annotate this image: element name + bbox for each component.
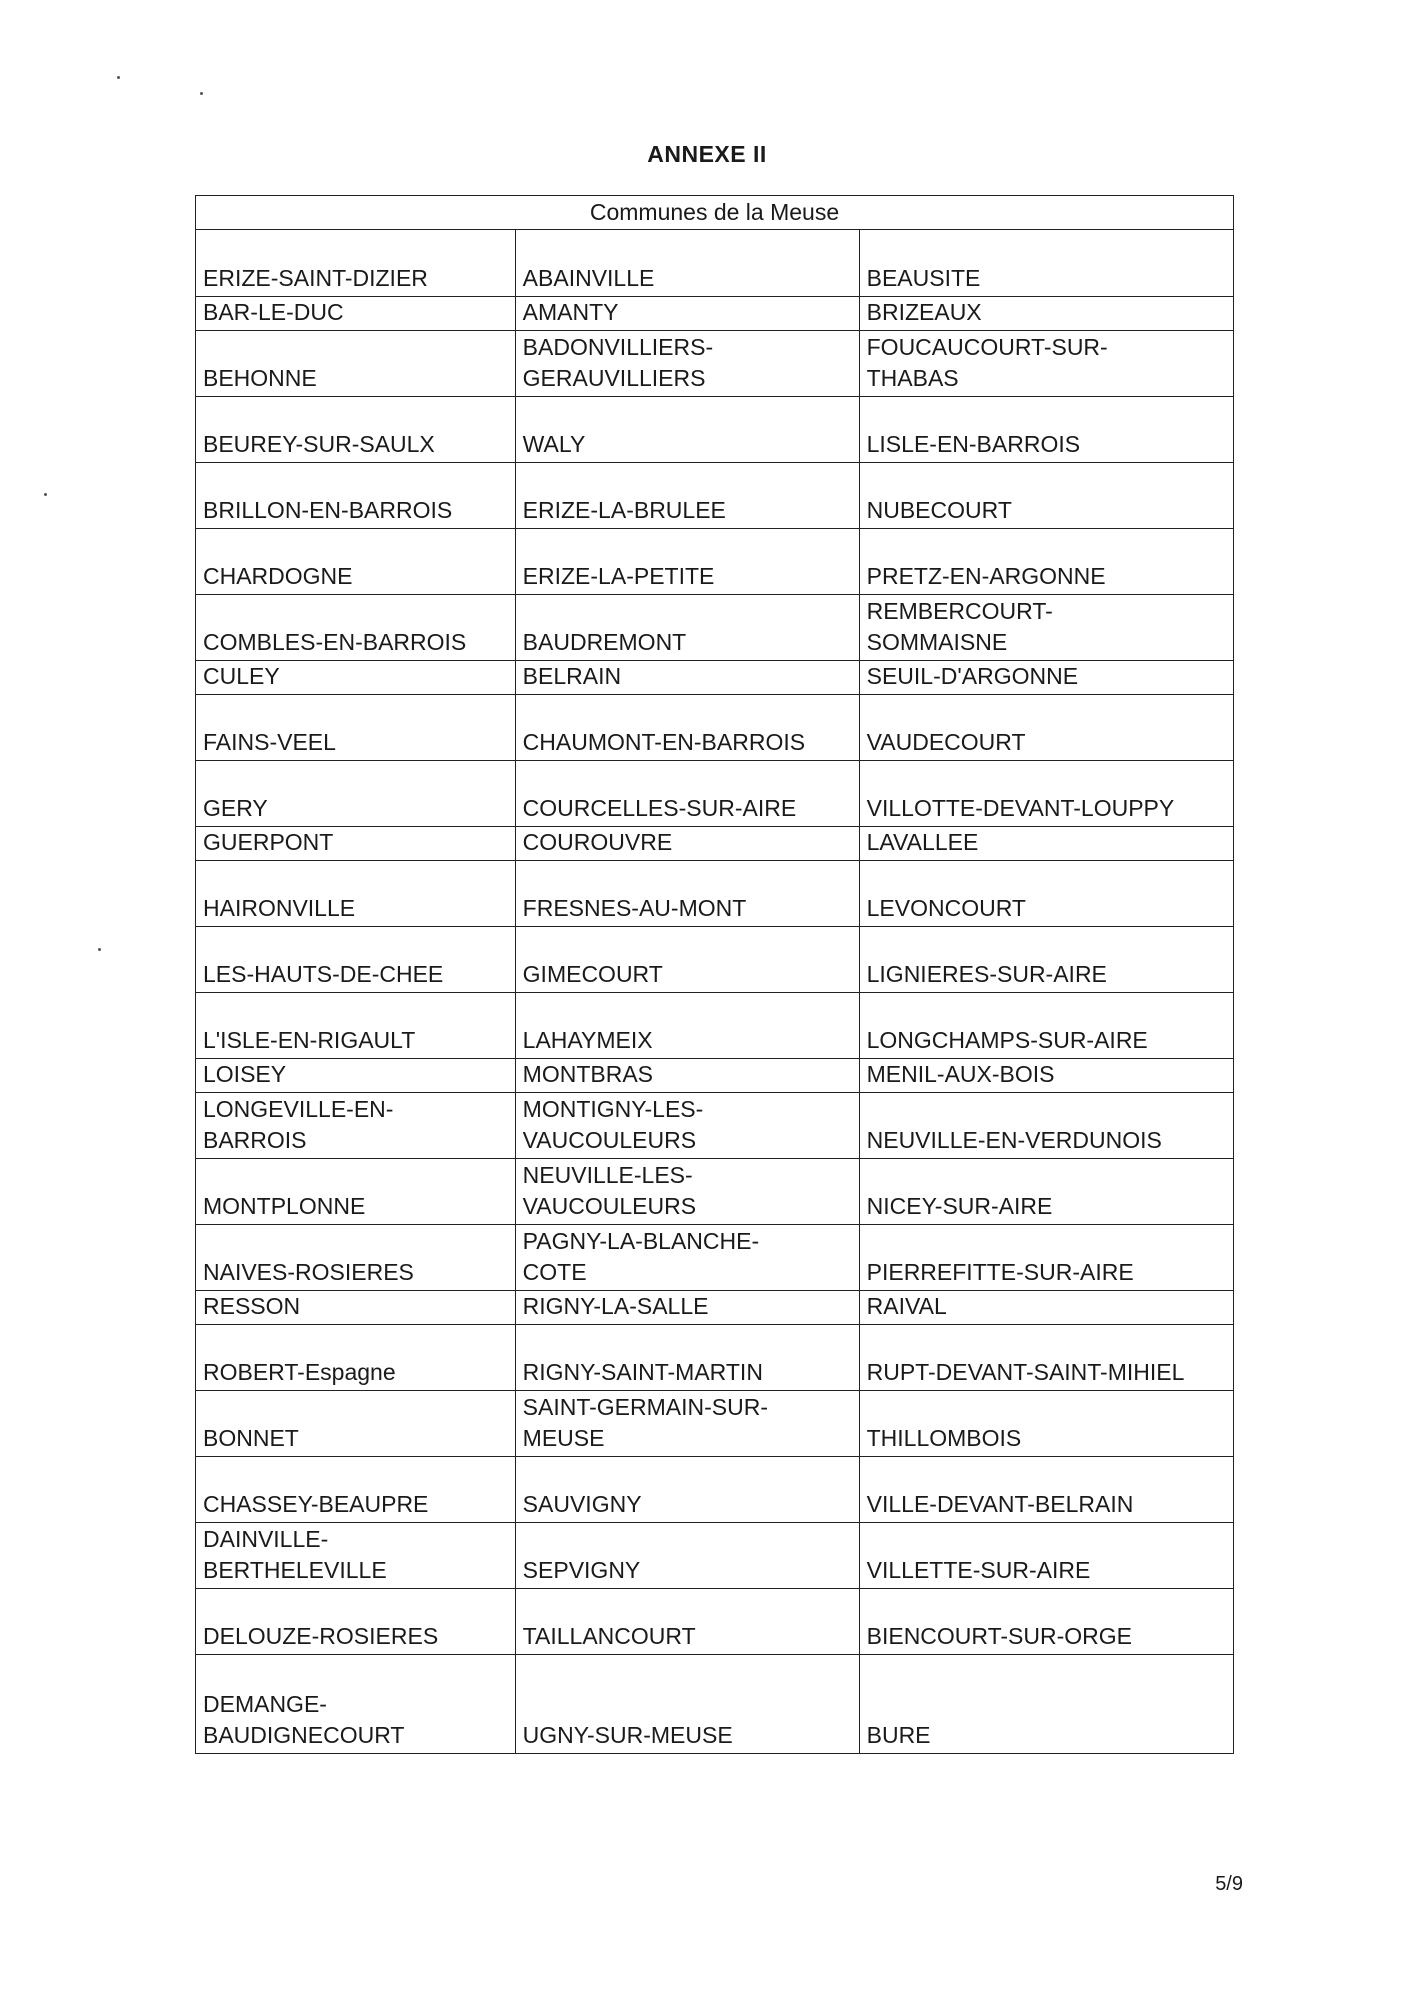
scan-speck bbox=[98, 948, 101, 951]
commune-cell: BIENCOURT-SUR-ORGE bbox=[859, 1589, 1233, 1655]
table-row bbox=[196, 761, 1234, 827]
commune-cell: LISLE-EN-BARROIS bbox=[859, 397, 1233, 463]
commune-cell: MENIL-AUX-BOIS bbox=[859, 1059, 1233, 1093]
table-row bbox=[196, 1655, 1234, 1754]
scan-speck bbox=[44, 493, 47, 496]
table-row bbox=[196, 463, 1234, 529]
commune-cell: ABAINVILLE bbox=[515, 230, 859, 297]
commune-cell: ERIZE-SAINT-DIZIER bbox=[196, 230, 516, 297]
commune-cell: FAINS-VEEL bbox=[196, 695, 516, 761]
communes-table-body bbox=[196, 230, 1234, 1754]
commune-cell: LES-HAUTS-DE-CHEE bbox=[196, 927, 516, 993]
commune-cell: MONTPLONNE bbox=[196, 1159, 516, 1225]
commune-cell: GUERPONT bbox=[196, 827, 516, 861]
commune-cell: PIERREFITTE-SUR-AIRE bbox=[859, 1225, 1233, 1291]
commune-cell: SEUIL-D'ARGONNE bbox=[859, 661, 1233, 695]
commune-cell: RIGNY-LA-SALLE bbox=[515, 1291, 859, 1325]
table-row bbox=[196, 1457, 1234, 1523]
commune-cell: COUROUVRE bbox=[515, 827, 859, 861]
commune-cell: CHARDOGNE bbox=[196, 529, 516, 595]
table-row bbox=[196, 993, 1234, 1059]
table-row bbox=[196, 1325, 1234, 1391]
commune-cell: BRILLON-EN-BARROIS bbox=[196, 463, 516, 529]
commune-cell: NEUVILLE-EN-VERDUNOIS bbox=[859, 1093, 1233, 1159]
table-row bbox=[196, 1523, 1234, 1589]
commune-cell: BADONVILLIERS- GERAUVILLIERS bbox=[515, 331, 859, 397]
table-row bbox=[196, 529, 1234, 595]
table-row bbox=[196, 927, 1234, 993]
commune-cell: LEVONCOURT bbox=[859, 861, 1233, 927]
table-title: Communes de la Meuse bbox=[196, 196, 1234, 230]
commune-cell: MONTBRAS bbox=[515, 1059, 859, 1093]
commune-cell: VAUDECOURT bbox=[859, 695, 1233, 761]
commune-cell: NAIVES-ROSIERES bbox=[196, 1225, 516, 1291]
commune-cell: ROBERT-Espagne bbox=[196, 1325, 516, 1391]
commune-cell: SEPVIGNY bbox=[515, 1523, 859, 1589]
commune-cell: PRETZ-EN-ARGONNE bbox=[859, 529, 1233, 595]
commune-cell: LONGEVILLE-EN- BARROIS bbox=[196, 1093, 516, 1159]
table-row bbox=[196, 1059, 1234, 1093]
commune-cell: AMANTY bbox=[515, 297, 859, 331]
table-row bbox=[196, 1225, 1234, 1291]
commune-cell: LOISEY bbox=[196, 1059, 516, 1093]
table-row bbox=[196, 1589, 1234, 1655]
commune-cell: CULEY bbox=[196, 661, 516, 695]
scan-speck bbox=[117, 76, 120, 79]
page-number: 5/9 bbox=[1215, 1873, 1243, 1895]
commune-cell: VILLOTTE-DEVANT-LOUPPY bbox=[859, 761, 1233, 827]
table-row bbox=[196, 1391, 1234, 1457]
table-row bbox=[196, 397, 1234, 463]
commune-cell: SAINT-GERMAIN-SUR- MEUSE bbox=[515, 1391, 859, 1457]
commune-cell: VILLE-DEVANT-BELRAIN bbox=[859, 1457, 1233, 1523]
commune-cell: RUPT-DEVANT-SAINT-MIHIEL bbox=[859, 1325, 1233, 1391]
document-title: ANNEXE II bbox=[647, 141, 767, 167]
table-row bbox=[196, 827, 1234, 861]
table-row bbox=[196, 230, 1234, 297]
commune-cell: BURE bbox=[859, 1655, 1233, 1754]
communes-table bbox=[195, 195, 1234, 1754]
commune-cell: BEHONNE bbox=[196, 331, 516, 397]
commune-cell: BONNET bbox=[196, 1391, 516, 1457]
table-title-row bbox=[196, 196, 1234, 230]
commune-cell: NUBECOURT bbox=[859, 463, 1233, 529]
commune-cell: WALY bbox=[515, 397, 859, 463]
commune-cell: NICEY-SUR-AIRE bbox=[859, 1159, 1233, 1225]
scan-speck bbox=[200, 92, 203, 95]
commune-cell: BAR-LE-DUC bbox=[196, 297, 516, 331]
commune-cell: COMBLES-EN-BARROIS bbox=[196, 595, 516, 661]
table-row bbox=[196, 695, 1234, 761]
commune-cell: VILLETTE-SUR-AIRE bbox=[859, 1523, 1233, 1589]
commune-cell: TAILLANCOURT bbox=[515, 1589, 859, 1655]
commune-cell: BRIZEAUX bbox=[859, 297, 1233, 331]
table-row bbox=[196, 1093, 1234, 1159]
commune-cell: PAGNY-LA-BLANCHE- COTE bbox=[515, 1225, 859, 1291]
commune-cell: LAHAYMEIX bbox=[515, 993, 859, 1059]
commune-cell: CHASSEY-BEAUPRE bbox=[196, 1457, 516, 1523]
commune-cell: DEMANGE- BAUDIGNECOURT bbox=[196, 1655, 516, 1754]
commune-cell: RESSON bbox=[196, 1291, 516, 1325]
table-row bbox=[196, 595, 1234, 661]
commune-cell: FOUCAUCOURT-SUR- THABAS bbox=[859, 331, 1233, 397]
commune-cell: SAUVIGNY bbox=[515, 1457, 859, 1523]
commune-cell: COURCELLES-SUR-AIRE bbox=[515, 761, 859, 827]
commune-cell: RAIVAL bbox=[859, 1291, 1233, 1325]
commune-cell: CHAUMONT-EN-BARROIS bbox=[515, 695, 859, 761]
table-row bbox=[196, 661, 1234, 695]
commune-cell: BEAUSITE bbox=[859, 230, 1233, 297]
commune-cell: THILLOMBOIS bbox=[859, 1391, 1233, 1457]
commune-cell: DAINVILLE- BERTHELEVILLE bbox=[196, 1523, 516, 1589]
commune-cell: MONTIGNY-LES- VAUCOULEURS bbox=[515, 1093, 859, 1159]
commune-cell: NEUVILLE-LES- VAUCOULEURS bbox=[515, 1159, 859, 1225]
commune-cell: L'ISLE-EN-RIGAULT bbox=[196, 993, 516, 1059]
commune-cell: LIGNIERES-SUR-AIRE bbox=[859, 927, 1233, 993]
table-row bbox=[196, 861, 1234, 927]
commune-cell: UGNY-SUR-MEUSE bbox=[515, 1655, 859, 1754]
commune-cell: GERY bbox=[196, 761, 516, 827]
commune-cell: LAVALLEE bbox=[859, 827, 1233, 861]
commune-cell: HAIRONVILLE bbox=[196, 861, 516, 927]
table-row bbox=[196, 1159, 1234, 1225]
commune-cell: ERIZE-LA-PETITE bbox=[515, 529, 859, 595]
table-row bbox=[196, 1291, 1234, 1325]
commune-cell: GIMECOURT bbox=[515, 927, 859, 993]
commune-cell: DELOUZE-ROSIERES bbox=[196, 1589, 516, 1655]
commune-cell: BAUDREMONT bbox=[515, 595, 859, 661]
commune-cell: BEUREY-SUR-SAULX bbox=[196, 397, 516, 463]
table-row bbox=[196, 331, 1234, 397]
commune-cell: BELRAIN bbox=[515, 661, 859, 695]
commune-cell: RIGNY-SAINT-MARTIN bbox=[515, 1325, 859, 1391]
table-row bbox=[196, 297, 1234, 331]
commune-cell: ERIZE-LA-BRULEE bbox=[515, 463, 859, 529]
commune-cell: LONGCHAMPS-SUR-AIRE bbox=[859, 993, 1233, 1059]
commune-cell: FRESNES-AU-MONT bbox=[515, 861, 859, 927]
commune-cell: REMBERCOURT- SOMMAISNE bbox=[859, 595, 1233, 661]
